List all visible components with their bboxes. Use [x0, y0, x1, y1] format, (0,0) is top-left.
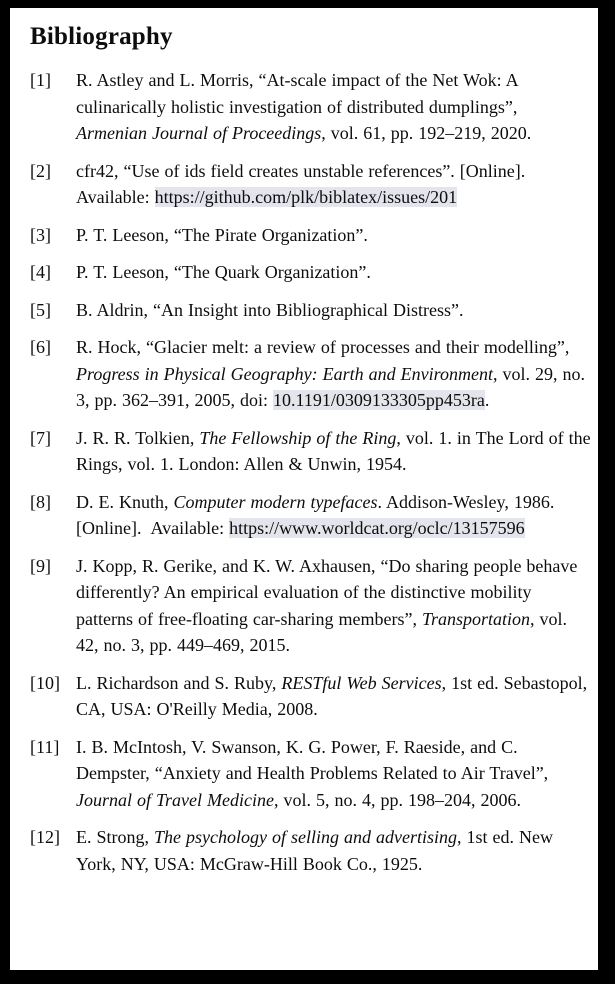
plain-text: . Addison-Wesley, 1986. [Online]. Available:: [76, 491, 560, 538]
page-title: Bibliography: [30, 23, 173, 50]
plain-text: , vol. 42, no. 3, pp. 449–469, 2015.: [76, 608, 573, 655]
bib-entry-number: [12]: [30, 827, 60, 847]
italic-title-text: The psychology of selling and advertising: [154, 827, 457, 847]
bib-entry-text: [76, 425, 596, 478]
plain-text: R. Hock, “Glacier melt: a review of processes and their modelling”,: [76, 337, 575, 357]
italic-title-text: Computer modern typefaces: [173, 491, 378, 512]
bib-entry-number: [8]: [30, 491, 51, 512]
plain-text: J. R. R. Tolkien,: [76, 427, 200, 448]
plain-text: , 1st ed. Sebastopol, CA, USA: O'Reilly Media, 2008.: [76, 672, 593, 719]
bib-entry-number: [1]: [30, 70, 51, 90]
plain-text: J. Kopp, R. Gerike, and K. W. Axhausen, “Do sharing people behave differently? An empirical evaluation of the distinctive mobility patterns of free-floating car-sharing members”,: [76, 555, 583, 629]
italic-title-text: Transportation: [422, 608, 531, 629]
bib-entry-2: [30, 158, 592, 211]
bib-entry-10: [30, 670, 592, 723]
bib-entry-number: [7]: [30, 427, 51, 448]
bib-entry-text: [76, 553, 592, 659]
plain-text: L. Richardson and S. Ruby,: [76, 672, 282, 693]
plain-text: R. Astley and L. Morris, “At-scale impact of the Net Wok: A culinarically holistic investigation of distributed dumplings”,: [76, 70, 523, 117]
plain-text: , vol. 5, no. 4, pp. 198–204, 2006.: [273, 789, 521, 810]
bib-entry-text: [76, 259, 592, 286]
hyperlink[interactable]: https://www.worldcat.org/oclc/13157596: [229, 518, 525, 538]
plain-text: , 1st ed. New York, NY, USA: McGraw-Hill Book Co., 1925.: [76, 827, 558, 874]
hyperlink[interactable]: 10.1191/0309133305pp453ra: [273, 390, 485, 410]
bib-entry-text: [76, 297, 592, 324]
plain-text: D. E. Knuth,: [76, 491, 174, 512]
hyperlink[interactable]: https://github.com/plk/biblatex/issues/201: [154, 187, 458, 207]
plain-text: , vol. 29, no. 3, pp. 362–391, 2005, doi:: [76, 363, 590, 410]
bib-entry-number: [4]: [30, 262, 51, 282]
italic-title-text: The Fellowship of the Ring: [199, 427, 397, 448]
bib-entry-text: [76, 67, 592, 147]
bib-entry-number: [11]: [30, 736, 60, 757]
bib-entry-text: [76, 670, 592, 723]
bib-entry-text: [76, 158, 592, 211]
bib-entry-6: [30, 334, 592, 414]
bib-entry-5: [30, 297, 592, 324]
bib-entry-4: [30, 259, 592, 286]
bib-entry-text: [76, 734, 592, 814]
bib-entry-number: [2]: [30, 160, 51, 181]
plain-text: .: [484, 390, 490, 410]
bib-entry-11: [30, 734, 592, 814]
bib-entry-1: [30, 67, 592, 147]
italic-title-text: RESTful Web Services: [281, 672, 442, 693]
bib-entry-text: [76, 824, 592, 877]
italic-title-text: Armenian Journal of Proceedings: [76, 123, 322, 143]
bib-entry-3: [30, 222, 592, 249]
bib-entry-number: [9]: [30, 555, 51, 576]
document-page: [10, 8, 598, 970]
bibliography-list: [30, 67, 596, 877]
bib-entry-9: [30, 553, 592, 659]
plain-text: , vol. 1. in The Lord of the Rings, vol. 1. London: Allen & Unwin, 1954.: [76, 427, 596, 474]
plain-text: I. B. McIntosh, V. Swanson, K. G. Power, F. Raeside, and C. Dempster, “Anxiety and Health Problems Related to Air Travel”,: [76, 736, 554, 783]
plain-text: B. Aldrin, “An Insight into Bibliographical Distress”.: [76, 299, 464, 320]
bib-entry-number: [5]: [30, 299, 51, 320]
bib-entry-7: [30, 425, 596, 478]
bib-entry-12: [30, 824, 592, 877]
plain-text: E. Strong,: [76, 827, 155, 847]
bib-entry-8: [30, 489, 592, 542]
italic-title-text: Progress in Physical Geography: Earth and Environment: [76, 363, 493, 384]
bib-entry-text: [76, 222, 592, 249]
bib-entry-number: [10]: [30, 672, 60, 693]
plain-text: , vol. 61, pp. 192–219, 2020.: [321, 123, 532, 143]
plain-text: cfr42, “Use of ids field creates unstable references”. [Online]. Available:: [76, 160, 530, 207]
bib-entry-number: [3]: [30, 224, 51, 245]
bib-entry-number: [6]: [30, 337, 51, 357]
italic-title-text: Journal of Travel Medicine: [76, 789, 274, 810]
bib-entry-text: [76, 489, 592, 542]
bib-entry-text: [76, 334, 592, 414]
plain-text: P. T. Leeson, “The Quark Organization”.: [76, 262, 371, 282]
plain-text: P. T. Leeson, “The Pirate Organization”.: [76, 224, 368, 245]
